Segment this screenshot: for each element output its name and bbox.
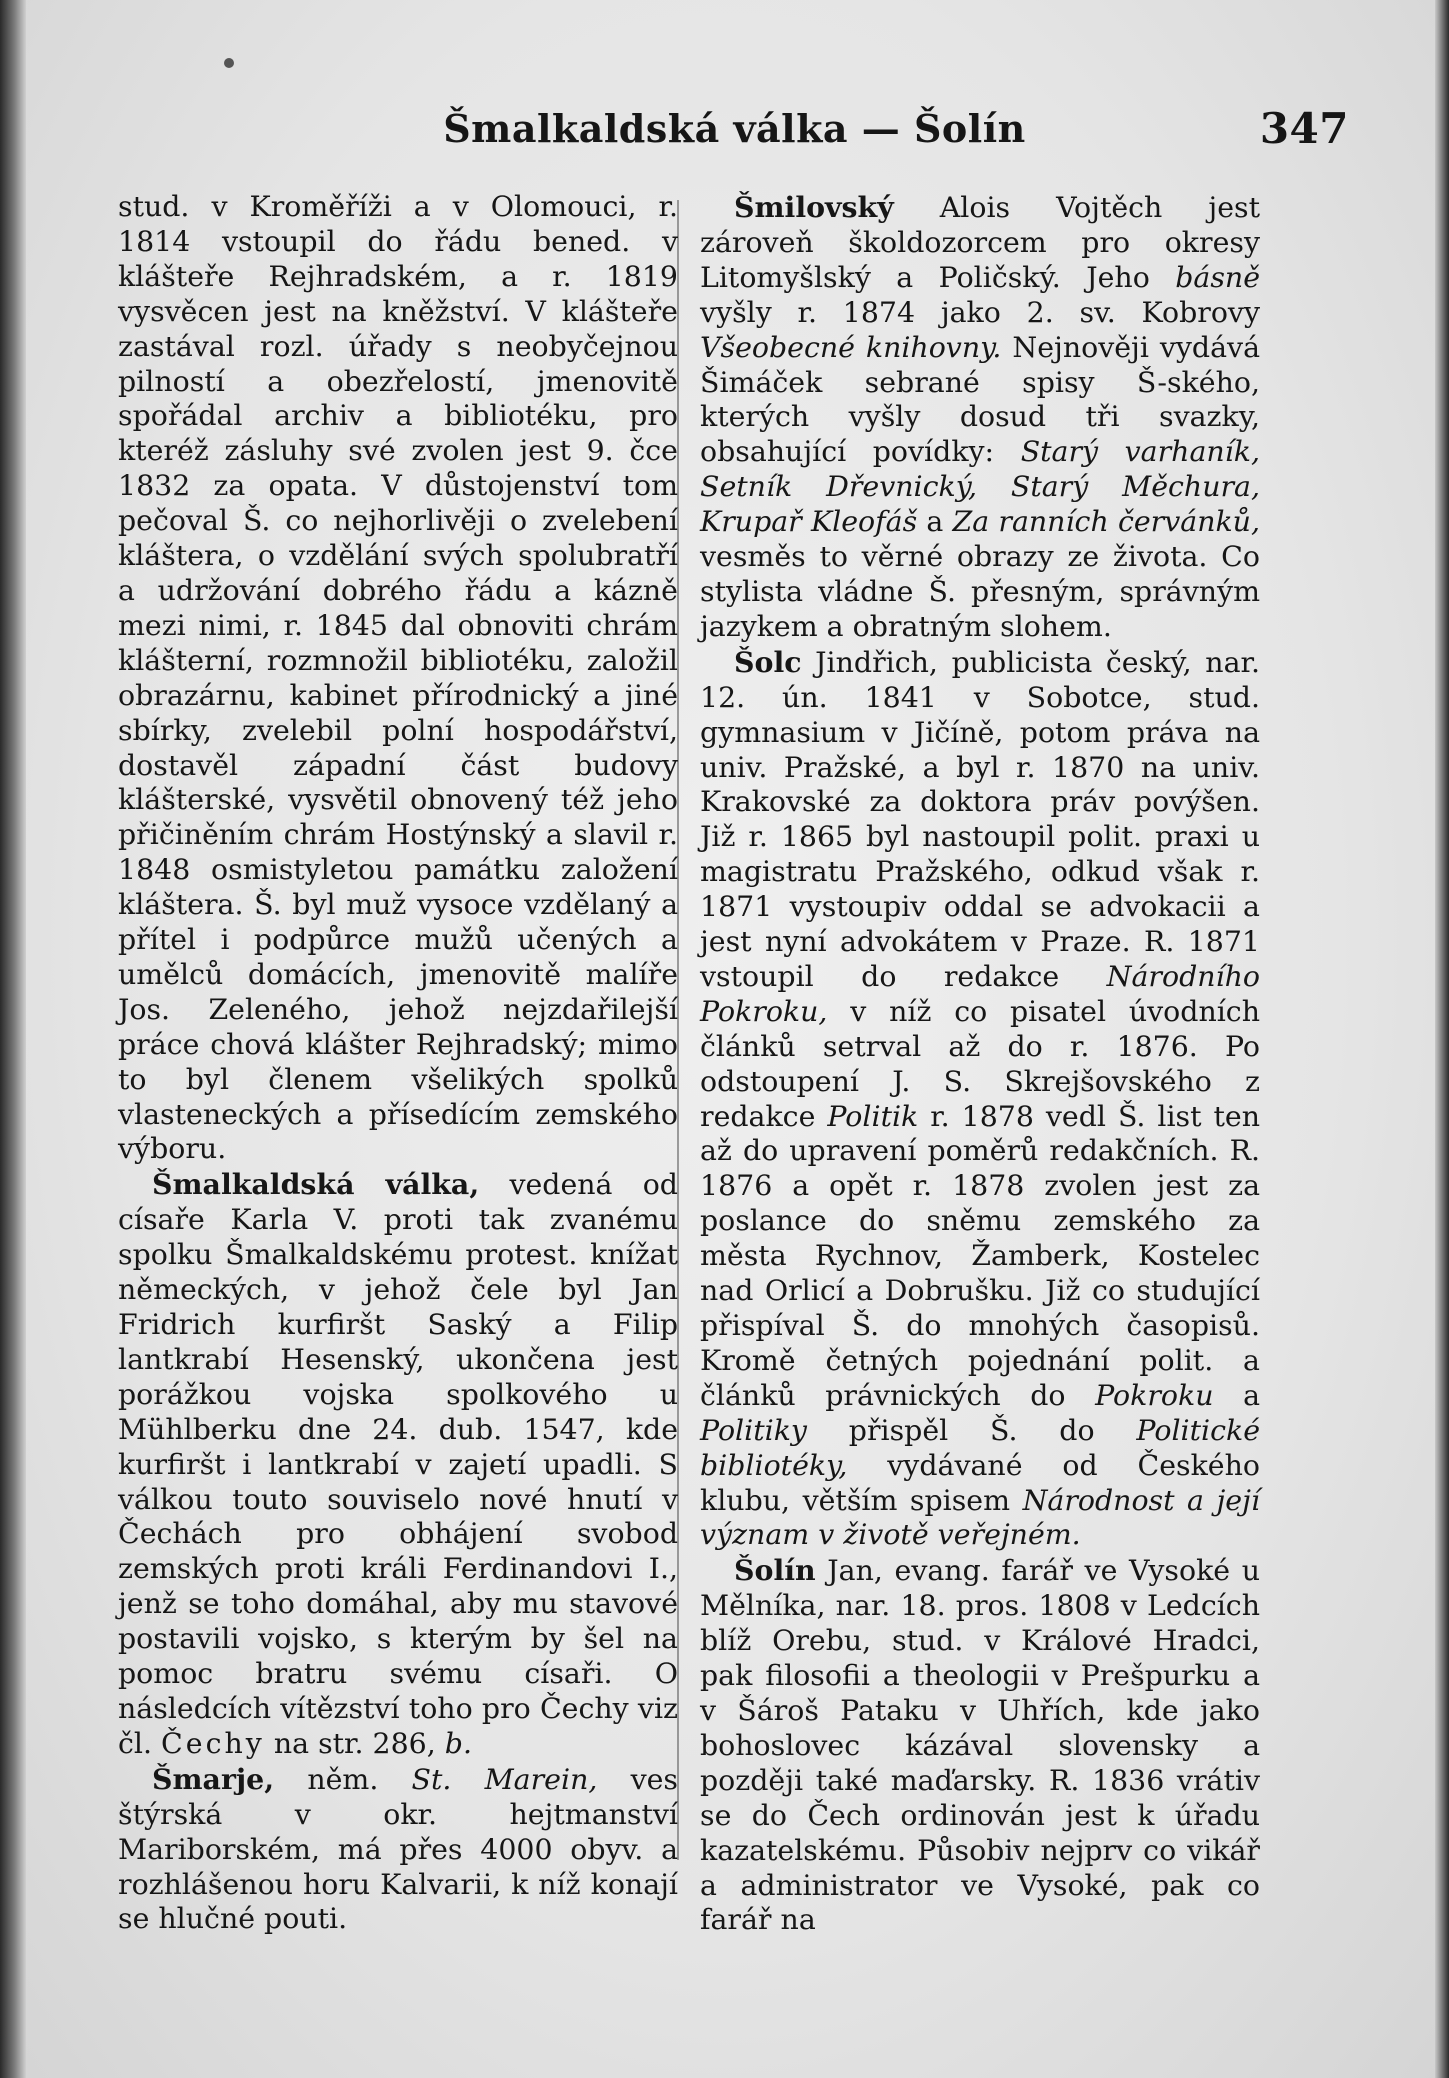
- entry-text: vyšly r. 1874 jako 2. sv. Kobrovy: [700, 295, 1260, 329]
- entry-text: něm.: [307, 1762, 379, 1796]
- entry-text: na str. 286,: [273, 1726, 436, 1760]
- entry-text: v níž co pisatel úvodních článků setrval až do r. 1876. Po odstoupení J. S. Skrejšovského z redakce: [700, 994, 1260, 1133]
- ink-spot: [224, 58, 234, 68]
- entry-smarje: [118, 1762, 678, 1938]
- running-header: [120, 100, 1349, 160]
- german-name: St. Marein,: [411, 1762, 598, 1796]
- entry-solin: [700, 1553, 1260, 1938]
- entry-text: a: [926, 505, 944, 539]
- entry-solc: [700, 645, 1260, 1554]
- work-title: Národního Pokroku,: [700, 959, 1260, 1028]
- work-title: Za ranních červánků,: [952, 505, 1260, 539]
- entry-smilovsky: [700, 190, 1260, 645]
- work-title: Starý varhaník, Setník Dřevnický, Starý Měchura, Krupař Kleofáš: [700, 435, 1260, 539]
- entry-text: Alois Vojtěch jest zároveň školdozorcem pro okresy Litomyšlský a Poličský. Jeho: [700, 191, 1260, 294]
- entry-text: vydávané od Českého klubu, větším spisem: [700, 1448, 1260, 1517]
- cross-reference: Čechy: [161, 1726, 265, 1760]
- entry-text: Nejnověji vydává Šimáček sebrané spisy Š-ského, kterých vyšly dosud tři svazky, obsahující povídky:: [700, 330, 1261, 469]
- headword: Šmalkaldská válka,: [152, 1167, 480, 1202]
- headword: Šmarje,: [152, 1761, 275, 1796]
- page-number: 347: [1259, 104, 1349, 153]
- column-marker: b.: [444, 1726, 472, 1760]
- entry-text: r. 1878 vedl Š. list ten až do upravení poměrů redakčních. R. 1876 a opět r. 1878 zvolen jest za poslance do sněmu zemského za města Rychnov, Žamberk, Kostelec nad Orlicí a Dobrušku. Již co studující přispíval Š. do mnohých časopisů. Kromě četných pojednání polit. a článků právnických do: [700, 1099, 1260, 1412]
- work-title: Pokroku: [1095, 1378, 1214, 1412]
- headword: Šolc: [734, 644, 802, 679]
- entry-smalkaldska-valka: [118, 1167, 678, 1761]
- headword: Šmilovský: [734, 190, 894, 224]
- entry-text: Jan, evang. farář ve Vysoké u Mělníka, nar. 18. pros. 1808 v Ledcích blíž Orebu, stud. v Králové Hradci, pak filosofii a theologii v Prešpurku a v Šároš Pataku v Uhřích, kde jako bohoslovec kázával slovensky a později také maďarsky. R. 1836 vrátiv se do Čech ordinován jest k úřadu kazatelskému. Působiv nejprv co vikář a administrator ve Vysoké, pak co farář na: [700, 1554, 1260, 1937]
- work-title: Politické bibliotéky,: [700, 1413, 1261, 1482]
- right-column: [700, 190, 1260, 1938]
- work-title: Všeobecné knihovny.: [700, 330, 1002, 364]
- entry-text: vedená od císaře Karla V. proti tak zvanému spolku Šmalkaldskému protest. knížat německých, v jehož čele byl Jan Fridrich kurfiršt Saský a Filip lantkrabí Hesenský, ukončena jest porážkou vojska spolkového u Mühlberku dne 24. dub. 1547, kde kurfiršt i lantkrabí v zajetí upadli. S válkou touto souviselo nové hnutí v Čechách pro obhájení svobod zemských proti králi Ferdinandovi I., jenž se toho domáhal, aby mu stavové postavili vojsko, s kterým by šel na pomoc bratru svému císaři. O následcích vítězství toho pro Čechy viz čl.: [118, 1168, 678, 1760]
- binding-shadow-left: [0, 0, 26, 2078]
- left-column: [118, 190, 678, 1937]
- entry-continuation: [118, 190, 678, 1167]
- entry-text: vesměs to věrné obrazy ze života. Co stylista vládne Š. přesným, správným jazykem a obratným slohem.: [700, 540, 1260, 643]
- entry-text: stud. v Kroměříži a v Olomouci, r. 1814 vstoupil do řádu bened. v klášteře Rejhradském, a r. 1819 vysvěcen jest na kněžství. V klášteře zastával rozl. úřady s neobyčejnou pilností a obezřelostí, jmenovitě spořádal archiv a bibliotéku, pro kteréž zásluhy své zvolen jest 9. čce 1832 za opata. V důstojenství tom pečoval Š. co nejhorlivěji o zvelebení kláštera, o vzdělání svých spolubratří a udržování dobrého řádu a kázně mezi nimi, r. 1845 dal obnoviti chrám klášterní, rozmnožil bibliotéku, založil obrazárnu, kabinet přírodnický a jiné sbírky, zvelebil polní hospodářství, dostavěl západní část budovy klášterské, vysvětil obnovený též jeho přičiněním chrám Hostýnský a slavil r. 1848 osmistyletou památku založení kláštera. Š. byl muž vysoce vzdělaný a přítel i podpůrce mužů učených a umělců domácích, jmenovitě malíře Jos. Zeleného, jehož nejzdařilejší práce chová klášter Rejhradský; mimo to byl členem všelikých spolků vlasteneckých a přísedícím zemského výboru.: [118, 190, 678, 1166]
- work-title: Politik: [827, 1099, 919, 1133]
- headword: Šolín: [734, 1553, 816, 1588]
- binding-shadow-right: [1435, 0, 1449, 2078]
- work-title: básně: [1175, 260, 1260, 294]
- entry-text: ves štýrská v okr. hejtmanství Mariborském, má přes 4000 obyv. a rozhlášenou horu Kalvarii, k níž konají se hlučné pouti.: [118, 1762, 678, 1936]
- entry-text: a: [1243, 1378, 1260, 1412]
- entry-text: přispěl Š. do: [848, 1413, 1095, 1447]
- entry-text: Jindřich, publicista český, nar. 12. ún. 1841 v Sobotce, stud. gymnasium v Jičíně, potom práva na univ. Pražské, a byl r. 1870 na univ. Krakovské za doktora práv povýšen. Již r. 1865 byl nastoupil polit. praxi u magistratu Pražského, odkud však r. 1871 vystoupiv oddal se advokacii a jest nyní advokátem v Praze. R. 1871 vstoupil do redakce: [700, 645, 1260, 993]
- work-title: Politiky: [700, 1413, 807, 1447]
- work-title: Národnost a její význam v životě veřejném.: [700, 1483, 1260, 1552]
- page-title: Šmalkaldská válka — Šolín: [443, 106, 1026, 151]
